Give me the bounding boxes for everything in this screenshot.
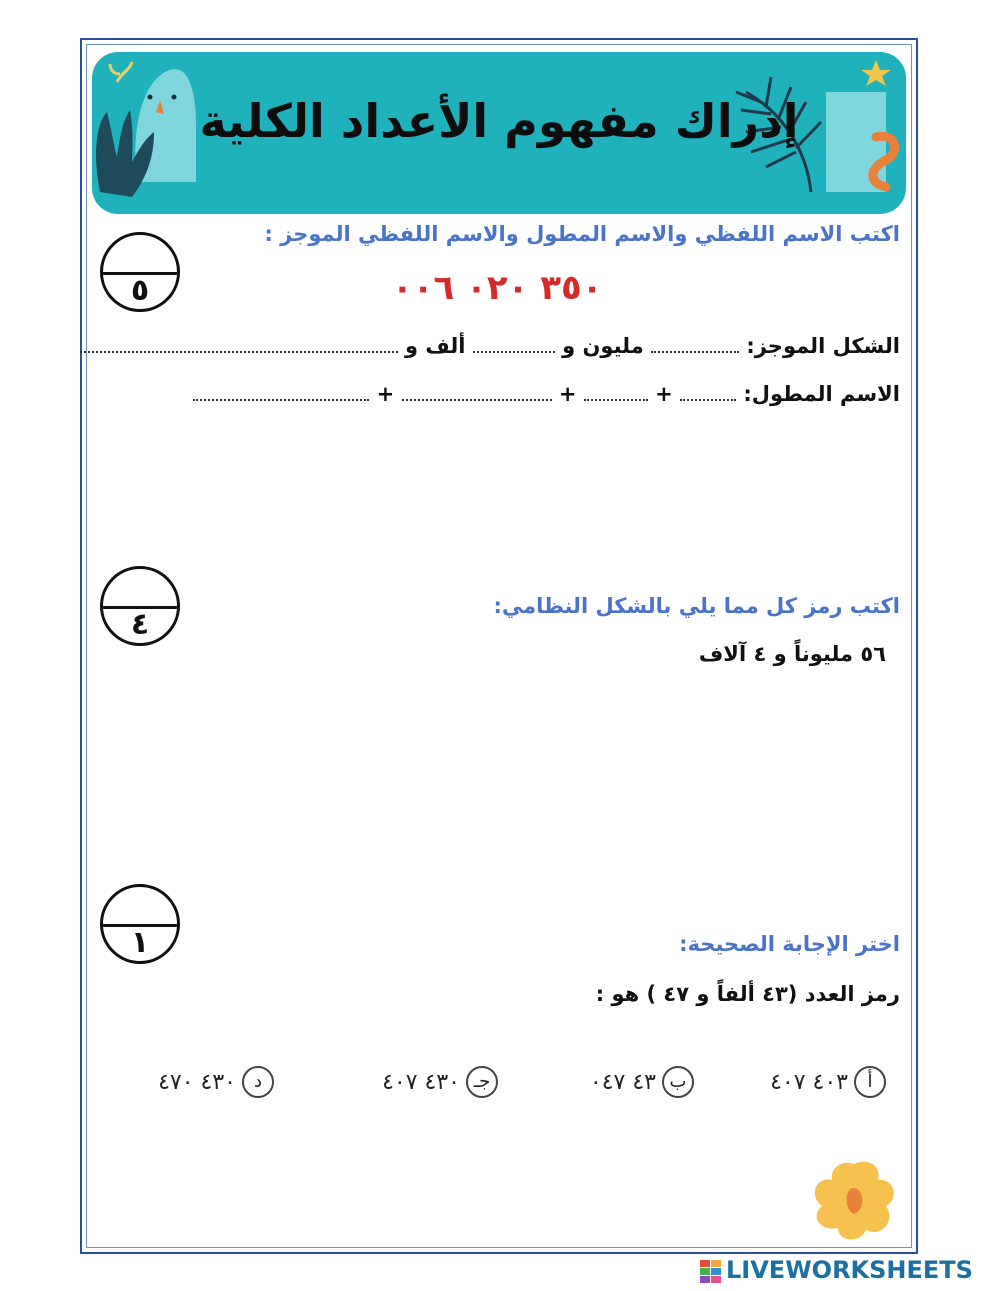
option-value: ٤٣٠ ٤٠٧ — [382, 1069, 460, 1095]
thousand-label: ألف و — [405, 334, 466, 358]
option-value: ٤٣٠ ٤٧٠ — [158, 1069, 236, 1095]
score-value: ٤ — [130, 607, 150, 642]
score-value: ٥ — [130, 273, 150, 308]
liveworksheets-logo-icon — [700, 1260, 722, 1286]
option-value: ٤٣ ٠٤٧ — [589, 1069, 656, 1095]
option-c[interactable] — [382, 1066, 498, 1100]
thousands-blank[interactable] — [473, 347, 555, 353]
target-number: ٣٥٠ ٠٢٠ ٠٠٦ — [392, 268, 603, 308]
expanded-blank-3[interactable] — [402, 395, 552, 401]
score-value: ١ — [130, 925, 150, 960]
option-b[interactable] — [590, 1066, 694, 1100]
plus-sign: + — [655, 382, 673, 406]
score-circle-section3 — [100, 884, 180, 964]
expanded-blank-1[interactable] — [680, 395, 736, 401]
option-letter-badge: أ — [854, 1066, 886, 1098]
title-banner — [92, 52, 906, 214]
section3-question: رمز العدد (٤٣ ألفاً و ٤٧ ) هو : — [595, 982, 900, 1006]
section2-item: ٥٦ مليوناً و ٤ آلاف — [698, 642, 886, 666]
footer-brand-text: LIVEWORKSHEETS — [726, 1256, 973, 1284]
expanded-form-line — [193, 382, 900, 406]
short-form-label: الشكل الموجز: — [746, 334, 900, 358]
footer-brand[interactable] — [700, 1256, 1000, 1286]
option-d[interactable] — [158, 1066, 274, 1100]
section1-heading: اكتب الاسم اللفظي والاسم المطول والاسم اللفظي الموجز : — [264, 222, 900, 246]
option-letter-badge: ب — [662, 1066, 694, 1098]
millions-blank[interactable] — [651, 347, 739, 353]
flower-decoration-icon — [808, 1158, 900, 1244]
plus-sign: + — [558, 382, 577, 406]
expanded-form-label: الاسم المطول: — [743, 382, 900, 406]
option-value: ٤٠٣ ٤٠٧ — [770, 1069, 848, 1095]
expanded-blank-2[interactable] — [584, 395, 648, 401]
units-blank[interactable] — [80, 347, 398, 353]
expanded-blank-4[interactable] — [193, 395, 369, 401]
million-label: مليون و — [562, 334, 644, 358]
score-circle-section2 — [100, 566, 180, 646]
section3-heading: اختر الإجابة الصحيحة: — [679, 932, 900, 956]
option-a[interactable] — [770, 1066, 886, 1100]
section2-heading: اكتب رمز كل مما يلي بالشكل النظامي: — [493, 594, 900, 618]
option-letter-badge: جـ — [466, 1066, 498, 1098]
option-letter-badge: د — [242, 1066, 274, 1098]
score-circle-section1 — [100, 232, 180, 312]
plus-sign: + — [376, 382, 395, 406]
short-form-line — [80, 334, 900, 358]
page-title: إدراك مفهوم الأعداد الكلية — [199, 94, 799, 148]
